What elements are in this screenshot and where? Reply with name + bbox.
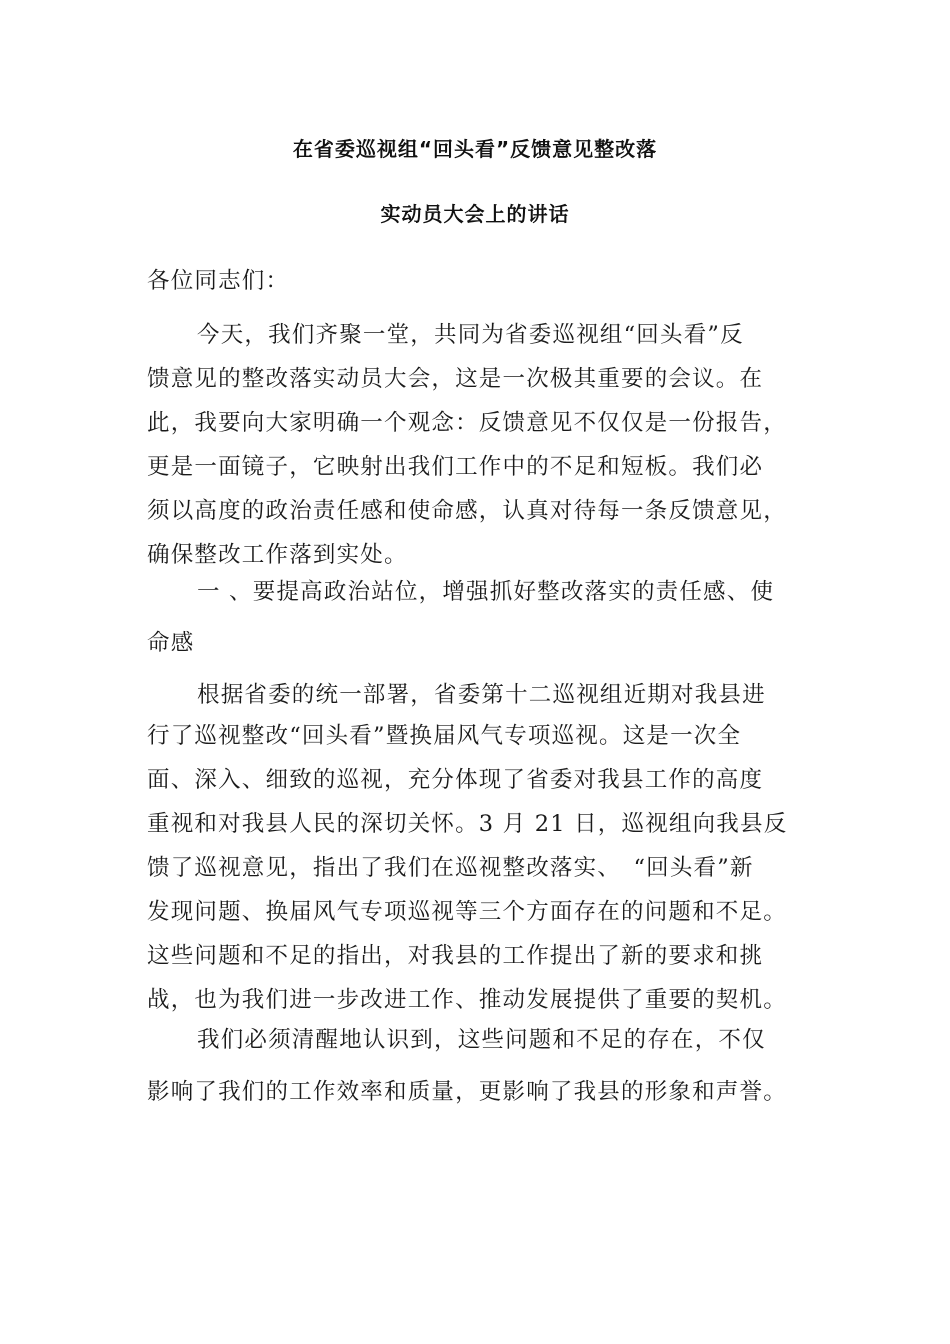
paragraph-1-line-1: 今天，我们齐聚一堂，共同为省委巡视组“回头看”反 [197,322,744,348]
paragraph-2-line-2: 行了巡视整改“回头看”暨换届风气专项巡视。这是一次全 [147,723,742,749]
section-heading-1-line-2: 命感 [147,630,195,656]
paragraph-3-line-1: 我们必须清醒地认识到，这些问题和不足的存在，不仅 [197,1027,766,1053]
paragraph-2-line-4: 重视和对我县人民的深切关怀。3 月 21 日，巡视组向我县反 [147,811,788,837]
paragraph-3-line-2: 影响了我们的工作效率和质量，更影响了我县的形象和声誉。 [147,1079,787,1105]
salutation: 各位同志们： [147,268,290,294]
paragraph-1-line-6: 确保整改工作落到实处。 [147,542,408,568]
section-heading-1-line-1: 一 、要提高政治站位，增强抓好整改落实的责任感、使 [197,579,775,605]
paragraph-2-line-6: 发现问题、换届风气专项巡视等三个方面存在的问题和不足。 [147,899,787,925]
paragraph-1-line-2: 馈意见的整改落实动员大会，这是一次极其重要的会议。在 [147,366,764,392]
paragraph-2-line-3: 面、深入、细致的巡视，充分体现了省委对我县工作的高度 [147,767,764,793]
document-title-line-2: 实动员大会上的讲话 [380,202,570,226]
paragraph-2-line-5: 馈了巡视意见，指出了我们在巡视整改落实、 “回头看”新 [147,855,754,881]
paragraph-2-line-1: 根据省委的统一部署，省委第十二巡视组近期对我县进 [197,682,766,708]
document-title-line-1: 在省委巡视组“回头看”反馈意见整改落 [292,137,658,161]
paragraph-1-line-3: 此，我要向大家明确一个观念：反馈意见不仅仅是一份报告， [147,410,787,436]
paragraph-2-line-7: 这些问题和不足的指出，对我县的工作提出了新的要求和挑 [147,943,764,969]
paragraph-1-line-5: 须以高度的政治责任感和使命感，认真对待每一条反馈意见， [147,498,787,524]
paragraph-2-line-8: 战，也为我们进一步改进工作、推动发展提供了重要的契机。 [147,987,787,1013]
paragraph-1-line-4: 更是一面镜子，它映射出我们工作中的不足和短板。我们必 [147,454,764,480]
